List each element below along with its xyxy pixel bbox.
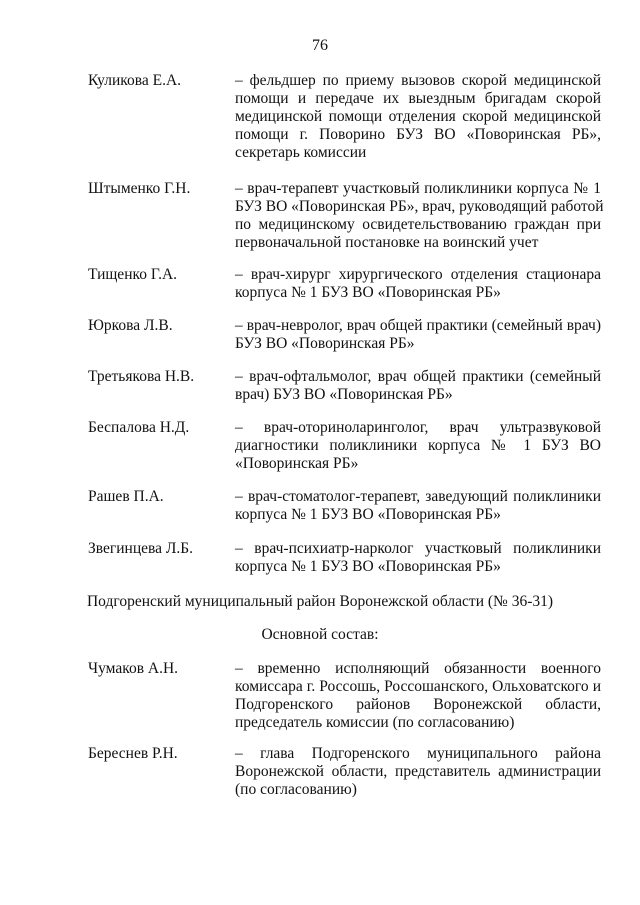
member-position — [235, 368, 601, 404]
position-line: – врач-терапевт участковый поликлиники корпуса № 1 — [235, 180, 601, 197]
member-position — [235, 72, 601, 162]
position-line: – глава Подгоренского муниципального района — [235, 745, 601, 762]
member-position — [235, 419, 601, 473]
position-line: помощи и передаче их выездным бригадам скорой — [235, 90, 601, 107]
member-name: Куликова Е.А. — [88, 72, 182, 89]
position-line: врач) БУЗ ВО «Поворинская РБ» — [235, 386, 453, 403]
member-position — [235, 745, 601, 799]
member-name: Беспалова Н.Д. — [88, 419, 190, 436]
position-line: – временно исполняющий обязанности военного — [235, 660, 601, 677]
position-line: помощи г. Поворино БУЗ ВО «Поворинская РБ», — [235, 126, 601, 143]
member-name: Третьякова Н.В. — [88, 368, 195, 385]
member-name: Береснев Р.Н. — [88, 745, 178, 762]
position-line: корпуса № 1 БУЗ ВО «Поворинская РБ» — [235, 506, 501, 523]
position-line: – врач-хирург хирургического отделения стационара — [235, 266, 601, 283]
position-line: – врач-стоматолог-терапевт, заведующий поликлиники — [235, 488, 601, 505]
position-line: корпуса № 1 БУЗ ВО «Поворинская РБ» — [235, 558, 501, 575]
member-position — [235, 488, 601, 524]
position-line: – врач-психиатр-нарколог участковый поликлиники — [235, 540, 601, 557]
position-line: секретарь комиссии — [235, 144, 367, 161]
position-line: – врач-офтальмолог, врач общей практики (семейный — [235, 368, 601, 385]
composition-heading: Основной состав: — [261, 626, 379, 643]
position-line: БУЗ ВО «Поворинская РБ», врач, руководящий работой — [235, 198, 604, 215]
member-name: Чумаков А.Н. — [88, 660, 179, 677]
position-line: Воронежской области, представитель администрации — [235, 763, 601, 780]
position-line: медицинской помощи отделения скорой медицинской — [235, 108, 601, 125]
position-line: корпуса № 1 БУЗ ВО «Поворинская РБ» — [235, 284, 501, 301]
position-line: комиссара г. Россошь, Россошанского, Ольховатского и — [235, 678, 601, 695]
position-line: – фельдшер по приему вызовов скорой медицинской — [235, 72, 601, 89]
district-heading: Подгоренский муниципальный район Воронежской области (№ 36-31) — [86, 593, 554, 610]
member-position — [235, 660, 601, 732]
position-line: «Поворинская РБ» — [235, 455, 359, 472]
position-line: председатель комиссии (по согласованию) — [235, 714, 515, 731]
position-line: Подгоренского районов Воронежской области, — [235, 696, 601, 713]
member-name: Штыменко Г.Н. — [88, 180, 191, 197]
member-name: Юркова Л.В. — [88, 317, 173, 334]
position-line: – врач-оториноларинголог, врач ультразвуковой — [235, 419, 601, 436]
page-number: 76 — [312, 37, 328, 54]
member-position — [235, 180, 604, 252]
member-position — [235, 540, 601, 576]
member-name: Рашев П.А. — [88, 488, 164, 505]
position-line: первоначальной постановке на воинский учет — [235, 234, 539, 251]
position-line: – врач-невролог, врач общей практики (семейный врач) — [235, 317, 601, 334]
member-name: Звегинцева Л.Б. — [88, 540, 194, 557]
member-position — [235, 317, 601, 353]
position-line: диагностики поликлиники корпуса № 1 БУЗ ВО — [235, 437, 601, 454]
position-line: (по согласованию) — [235, 781, 357, 798]
position-line: БУЗ ВО «Поворинская РБ» — [235, 335, 415, 352]
member-name: Тищенко Г.А. — [88, 266, 178, 283]
member-position — [235, 266, 601, 302]
position-line: по медицинскому освидетельствованию граждан при — [235, 216, 601, 233]
